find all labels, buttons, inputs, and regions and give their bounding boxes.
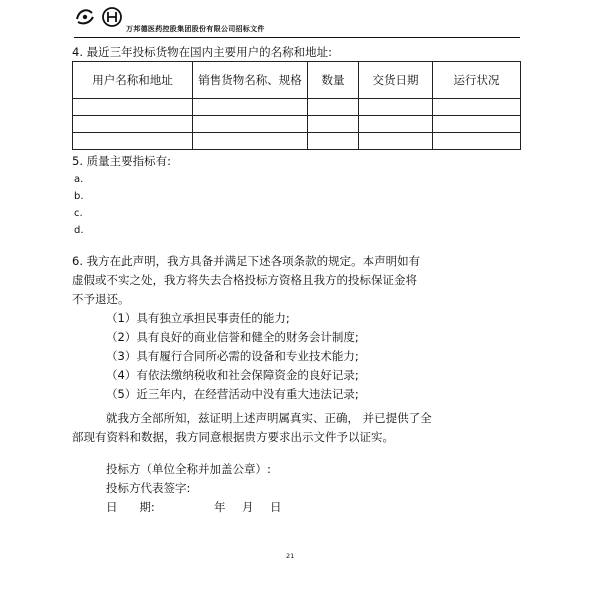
table-cell: [193, 133, 308, 150]
quality-item-d: d.: [74, 225, 84, 236]
table-cell: [359, 116, 433, 133]
column-header: 数量: [308, 62, 359, 99]
table-cell: [433, 99, 521, 116]
table-cell: [193, 99, 308, 116]
bidder-signature-label: 投标方（单位全称并加盖公章）:: [106, 462, 271, 476]
declaration-line-2: 虚假或不实之处，我方将失去合格投标方资格且我方的投标保证金将: [72, 273, 417, 287]
company-logo-icon: [74, 6, 96, 28]
table-cell: [308, 99, 359, 116]
clause-2: （2）具有良好的商业信誉和健全的财务会计制度;: [106, 330, 359, 344]
date-day-label: 日: [270, 500, 282, 514]
declaration-line-1: 6. 我方在此声明，我方具备并满足下述各项条款的规定。本声明如有: [72, 254, 421, 268]
column-header: 交货日期: [359, 62, 433, 99]
table-cell: [73, 133, 193, 150]
section4-heading: 4. 最近三年投标货物在国内主要用户的名称和地址:: [72, 45, 332, 59]
table-cell: [193, 116, 308, 133]
table-cell: [73, 116, 193, 133]
table-cell: [359, 133, 433, 150]
date-year-label: 年: [214, 500, 226, 514]
table-cell: [308, 116, 359, 133]
clause-5: （5）近三年内，在经营活动中没有重大违法记录;: [106, 387, 359, 401]
table-header-row: [73, 62, 521, 99]
clause-3: （3）具有履行合同所必需的设备和专业技术能力;: [106, 349, 359, 363]
section5-heading: 5. 质量主要指标有:: [72, 154, 172, 168]
column-header: 销售货物名称、规格: [193, 62, 308, 99]
table-row: [73, 116, 521, 133]
clause-1: （1）具有独立承担民事责任的能力;: [106, 311, 290, 325]
table-cell: [308, 133, 359, 150]
table-row: [73, 133, 521, 150]
date-label: 日 期:: [106, 500, 155, 514]
main-users-table: [72, 61, 521, 150]
statement-line-1: 就我方全部所知，兹证明上述声明属真实、正确， 并已提供了全: [106, 411, 432, 425]
statement-line-2: 部现有资料和数据，我方同意根据贵方要求出示文件予以证实。: [72, 430, 394, 444]
table-row: [73, 99, 521, 116]
table-cell: [359, 99, 433, 116]
quality-item-c: c.: [74, 208, 83, 219]
group-seal-icon: [101, 6, 123, 28]
declaration-line-3: 不予退还。: [72, 292, 130, 306]
table-cell: [433, 116, 521, 133]
quality-item-b: b.: [74, 191, 84, 202]
quality-item-a: a.: [74, 174, 84, 185]
column-header: 运行状况: [433, 62, 521, 99]
representative-signature-label: 投标方代表签字:: [106, 481, 191, 495]
page-header: [74, 6, 520, 44]
header-company-line: 万邦德医药控股集团股份有限公司招标文件: [126, 25, 265, 33]
table-cell: [433, 133, 521, 150]
page-number: 21: [286, 552, 295, 560]
column-header: 用户名称和地址: [73, 62, 193, 99]
date-month-label: 月: [242, 500, 254, 514]
header-divider: [74, 37, 520, 38]
table-cell: [73, 99, 193, 116]
clause-4: （4）有依法缴纳税收和社会保障资金的良好记录;: [106, 368, 359, 382]
